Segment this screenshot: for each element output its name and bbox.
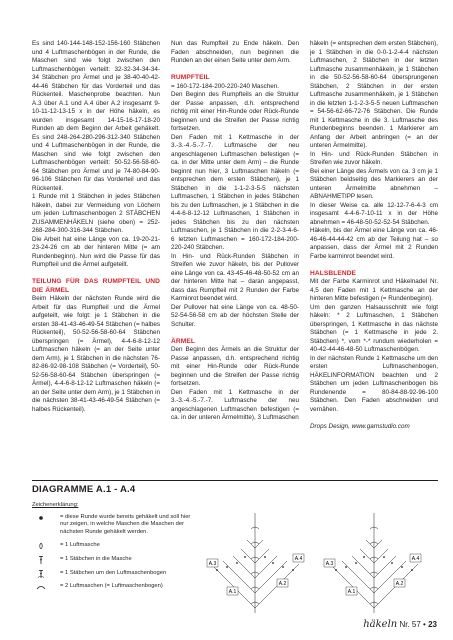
legend-item [32,514,192,537]
previous-round-dot-icon [36,514,54,522]
paragraph: Den Beginn des Rumpfteils an die Struktur der Passe anpassen, d.h. entsprechend richtig mit einer Hin-Runde oder Rück-Runde beginnen und die Streifen der Passe richtig fortsetzen. [171,91,299,132]
paragraph: In dieser Weise ca. alle 12-12-7-6-4-3 cm insgesamt 4-4-6-7-10-11 x in der Höhe abnehmen = 46-48-50-52-52-54 Stäbchen. [310,201,438,226]
legend-text: = 1 Luftmasche [60,542,100,549]
section-heading-rumpfteil: RUMPFTEIL [171,74,210,81]
paragraph: Den Faden mit 1 Kettmasche in der 3.-3.-4.-5.-7.-7. Luftmasche der neu angeschlagenen Luftmaschen befestigen (= ca. in der Mitte unter dem Arm) – die Runde beginnt nun hier, 3 Luftmaschen häkeln (= entsprechen dem ersten Stäbchen), je 1 Stäbchen in die 1-1-2-3-5-5 nächsten Luftmaschen, 1 Stäbchen in jedes Stäbchen bis zu den Luftmaschen, je 1 Stäbchen in die 4-4-6-8-12-12 Luftmaschen, 1 Stäbchen in jedes Stäbchen bis zu den nächsten Luftmaschen, je 1 Stäbchen in die 2-2-3-4-6-6 letzten Luftmaschen = 160-172-184-200-220-240 Stäbchen. [171,133,299,251]
legend-text: = 1 Stäbchen um den Luftmaschenbogen [60,569,167,576]
paragraph: Den Faden mit 1 Kettmasche in der 3.-3.-4.-5.-7.-7. Luftmasche der neu angeschlagenen Luftmaschen befestigen (= ca. in der unteren Ärmelmitte), 3 Luftmaschen [171,388,299,421]
magazine-brand: häkeln [363,619,398,630]
legend-text: = diese Runde wurde bereits gehäkelt und soll hier nur zeigen, in welche Maschen die Maschen der nächsten Runde gehäkelt werden. [60,513,191,535]
text-column-2 [171,40,299,423]
section-heading-halsblende: HALSBLENDE [310,269,357,277]
paragraph: Häkeln, bis der Ärmel eine Länge von ca. 46-46-46-44-44-42 cm ab der Teilung hat – so anpassen, dass der Ärmel mit 2 Runden Farbe karminrot beendet wird. [310,227,438,260]
legend [32,502,192,597]
legend-heading: Zeichenerklärung: [32,502,79,508]
diagram-left-labels [205,505,245,615]
legend-text: = 1 Stäbchen in die Masche [60,555,132,562]
legend-item [32,583,192,591]
diagram-label: A.4 [411,556,420,562]
paragraph: 1 Runde mit 1 Stäbchen in jedes Stäbchen häkeln, dabei zur Vermeidung von Löchern um jeden Luftmaschenbogen 2 STÄBCHEN ZUSAMMENHÄKELN (siehe oben) = 252-268-284-300-316-344 Stäbchen. [32,193,160,234]
paragraph: häkeln (= entsprechen dem ersten Stäbchen), je 1 Stäbchen in die 0-0-1-2-4-4 nächsten Luftmaschen, 2 Stäbchen in der letzten Luftmasche zusammenhäkeln, je 1 Stäbchen in die 50-52-56-58-60-64 übersprungenen Stäbchen, 2 Stäbchen in der ersten Luftmasche zusammenhäkeln, je 1 Stäbchen in die letzten 1-1-2-3-5-5 neuen Luftmaschen = 54-56-62-66-72-76 Stäbchen. Die Runde mit 1 Kettmasche in die 3. Luftmasche des Rundenbeginns beenden. 1 Markierer am Anfang der Arbeit anbringen (= an der unteren Ärmelmitte). [310,40,438,149]
section-heading-aermel: ÄRMEL [171,337,195,345]
diagram-label: A.4 [294,556,303,562]
paragraph: Beim Häkeln der nächsten Runde wird die Arbeit für das Rumpfteil und die Ärmel aufgeteilt, wie folgt: je 1 Stäbchen in die ersten 38-41-43-46-49-54 Stäbchen (= halbes Rückenteil), 50-52-56-58-60-64 Stäbchen überspringen (= Ärmel), 4-4-6-8-12-12 Luftmaschen häkeln (= an der Seite unter dem Arm), je 1 Stäbchen in die nächsten 76-82-86-92-98-108 Stäbchen (= Vorderteil), 50-52-56-58-60-64 Stäbchen überspringen (= Ärmel), 4-4-6-8-12-12 Luftmaschen häkeln (= an der Seite unter dem Arm), je 1 Stäbchen in die nächsten 38-41-43-46-49-54 Stäbchen (= halbes Rückenteil). [32,295,160,413]
credit-line: Drops Design, www.garnstudio.com [310,422,410,430]
crochet-diagram-right [320,505,428,615]
paragraph: Die Arbeit hat eine Länge von ca. 19-20-21-23-24-26 cm ab der hinteren Mitte (= am Rundenbeginn). Nun wird die Passe für das Rumpfteil und die Ärmel aufgeteilt. [32,235,160,268]
page-number: 23 [428,620,437,629]
legend-item [32,542,192,550]
text-column-1 [32,40,160,414]
text-column-3 [310,40,438,431]
paragraph: Um den ganzen Halsausschnitt wie folgt häkeln: * 2 Luftmaschen, 1 Stäbchen überspringen, 1 Kettmasche in das nächste Stäbchen (= 1 Kettmasche in jede 2. Stäbchen) *, vom *-* rundum wiederholen = 40-42-44-46-48-50 Luftmaschenbögen. [310,303,438,353]
legend-item [32,556,192,564]
chain-arch-icon [36,583,54,591]
double-crochet-icon [36,556,54,564]
diagram-label: A.1 [347,589,356,595]
diagram-label: A.3 [325,561,334,567]
double-crochet-around-arch-icon [36,570,54,578]
issue-number: Nr. 57 [399,620,421,629]
footer-separator: • [423,620,426,629]
legend-text: = 2 Luftmaschen (= Luftmaschenbogen) [60,583,163,590]
page-footer [363,619,437,630]
diagram-label: A.2 [395,581,404,587]
section-divider [32,480,438,481]
diagram-label: A.3 [208,561,217,567]
paragraph: Bei einer Länge des Ärmels von ca. 3 cm je 1 Stäbchen beidseitig des Markierers an der unteren Ärmelmitte abnehmen – ABNAHMETIPP lesen. [310,167,438,200]
section-heading-teilung: TEILUNG FÜR DAS RUMPFTEIL UND DIE ÄRMEL [32,278,160,294]
paragraph: In der nächsten Runde 1 Kettmasche um den ersten Luftmaschenbogen, HÄKELINFORMATION beachten und 2 Stäbchen um jeden Luftmaschenbogen bis Rundenende = 80-84-88-92-96-100 Stäbchen. Den Faden abschneiden und vernähen. [310,354,438,413]
paragraph: Nun das Rumpfteil zu Ende häkeln. Den Faden abschneiden, nun beginnen die Runden an der einen Seite unter dem Arm. [171,40,299,64]
paragraph: Es sind 140-144-148-152-156-160 Stäbchen und 4 Luftmaschenbögen in der Runde, die Maschen sind wie folgt zwischen den Luftmaschenbögen verteilt: 32-32-34-34-34-34 Stäbchen pro Ärmel und je 38-40-40-42-44-46 Stäbchen für das Vorderteil und das Rückenteil. Maschenprobe beachten. Nun A.3 über A.1 und A.4 über A.2 insgesamt 9-10-11-12-13-15 x in der Höhe häkeln, es wurden insgesamt 14-15-16-17-18-20 Runden ab dem Beginn der Arbeit gehäkelt. Es sind 248-264-280-296-312-340 Stäbchen und 4 Luftmaschenbögen in der Runde, die Maschen sind wie folgt zwischen den Luftmaschenbögen verteilt: 50-52-56-58-60-64 Stäbchen pro Ärmel und je 74-80-84-90-96-106 Stäbchen für das Vorderteil und das Rückenteil. [32,40,160,192]
diagram-title: DIAGRAMME A.1 - A.4 [32,484,136,495]
paragraph: In Hin- und Rück-Runden Stäbchen in Streifen wie zuvor häkeln, bis der Pullover eine Länge von ca. 43-45-46-48-50-52 cm an der hinteren Mitte hat – daran angepasst, dass das Rumpfteil mit 2 Runden der Farbe Karminrot beendet wird. [171,252,299,302]
diagram-label: A.1 [228,589,237,595]
paragraph: Den Beginn des Ärmels an die Struktur der Passe anpassen, d.h. entsprechend richtig mit einer Hin-Runde oder Rück-Runde beginnen und die Streifen der Passe richtig fortsetzen. [171,346,299,387]
chain-stitch-icon [36,542,54,550]
legend-item [32,570,192,578]
paragraph: Mit der Farbe Karminrot und Häkelnadel Nr. 4,5 den Faden mit 1 Kettmasche an der hinteren Mitte befestigen (= Rundenbeginn). [310,278,438,302]
paragraph: = 160-172-184-200-220-240 Maschen. [171,82,279,90]
diagram-label: A.2 [278,581,287,587]
paragraph: In Hin- und Rück-Runden Stäbchen in Streifen wie zuvor häkeln. [310,150,438,166]
paragraph: Der Pullover hat eine Länge von ca. 48-50-52-54-56-58 cm ab der höchsten Stelle der Schulter. [171,303,299,328]
